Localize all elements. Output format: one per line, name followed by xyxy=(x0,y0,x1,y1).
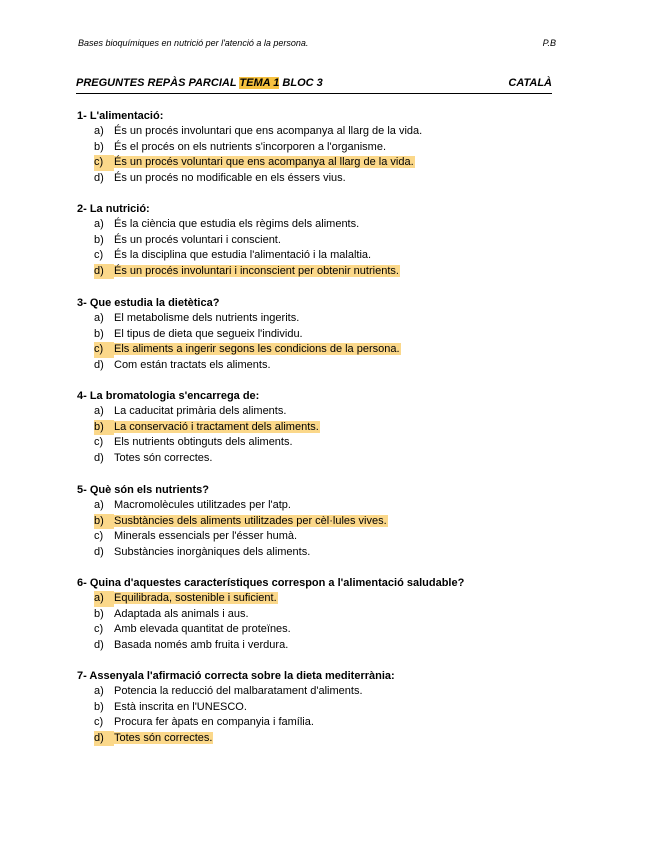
option-text: Basada només amb fruita i verdura. xyxy=(114,638,289,651)
option-letter: b) xyxy=(94,327,104,340)
answer-option xyxy=(77,715,557,731)
answer-option xyxy=(77,498,557,514)
option-letter: b) xyxy=(94,700,104,713)
option-text: Els aliments a ingerir segons les condicions de la persona. xyxy=(114,343,400,356)
header-initials: P.B xyxy=(542,38,556,48)
question-title: 5- Què són els nutrients? xyxy=(77,484,210,496)
option-text: Macromolècules utilitzades per l'atp. xyxy=(114,499,291,511)
option-text: Totes són correctes. xyxy=(114,731,213,744)
option-text: Adaptada als animals i aus. xyxy=(114,607,249,620)
question-7 xyxy=(77,668,557,746)
option-letter: d) xyxy=(94,638,104,651)
option-letter: a) xyxy=(94,591,114,607)
answer-option xyxy=(77,638,557,654)
option-letter: a) xyxy=(94,685,104,697)
option-text: El tipus de dieta que segueix l'individu. xyxy=(114,327,303,340)
answer-option xyxy=(77,233,557,249)
question-title: 7- Assenyala l'afirmació correcta sobre la dieta mediterrània: xyxy=(77,670,395,682)
answer-highlight xyxy=(114,592,278,604)
option-text: És un procés no modificable en els éssers vius. xyxy=(114,171,346,184)
option-text: Com están tractats els aliments. xyxy=(114,358,271,371)
option-text: Amb elevada quantitat de proteïnes. xyxy=(114,623,291,636)
question-4 xyxy=(77,388,557,466)
option-letter: a) xyxy=(94,405,104,417)
option-letter: b) xyxy=(94,514,114,530)
option-letter: d) xyxy=(94,545,104,558)
question-2 xyxy=(77,201,557,279)
option-text: Totes són correctes. xyxy=(114,451,213,464)
title-text: PREGUNTES REPÀS PARCIAL xyxy=(76,77,240,89)
answer-option xyxy=(77,248,557,264)
answer-option xyxy=(77,451,557,467)
answer-option xyxy=(77,404,557,420)
answer-highlight xyxy=(114,343,401,355)
option-letter: b) xyxy=(94,420,114,436)
option-letter: b) xyxy=(94,140,104,153)
option-text: Equilibrada, sostenible i suficient. xyxy=(114,592,277,604)
title-bloc: BLOC 3 xyxy=(279,77,323,89)
option-letter: c) xyxy=(94,342,114,358)
option-letter: c) xyxy=(94,249,104,262)
option-letter: b) xyxy=(94,607,104,620)
answer-option-correct xyxy=(77,591,557,607)
answer-option xyxy=(77,217,557,233)
question-6 xyxy=(77,575,557,653)
option-text: Substàncies inorgàniques dels aliments. xyxy=(114,545,311,558)
title-language: CATALÀ xyxy=(508,77,552,89)
answer-option xyxy=(77,124,557,140)
option-letter: a) xyxy=(94,218,104,230)
option-letter: d) xyxy=(94,731,114,747)
option-letter: b) xyxy=(94,233,104,246)
answer-option xyxy=(77,529,557,545)
option-letter: d) xyxy=(94,358,104,371)
answer-highlight xyxy=(114,156,415,168)
answer-option xyxy=(77,311,557,327)
answer-option xyxy=(77,327,557,343)
option-text: Potencia la reducció del malbaratament d'aliments. xyxy=(114,685,363,697)
option-text: Està inscrita en l'UNESCO. xyxy=(114,700,247,713)
option-text: La conservació i tractament dels aliments. xyxy=(114,420,319,433)
option-text: El metabolisme dels nutrients ingerits. xyxy=(114,312,300,324)
answer-option-correct xyxy=(77,731,557,747)
question-1 xyxy=(77,108,557,186)
answer-option xyxy=(77,358,557,374)
option-text: És un procés voluntari i conscient. xyxy=(114,233,281,246)
option-letter: c) xyxy=(94,530,104,543)
answer-option xyxy=(77,140,557,156)
answer-highlight xyxy=(114,265,400,277)
answer-option xyxy=(77,622,557,638)
option-text: Els nutrients obtinguts dels aliments. xyxy=(114,436,293,449)
option-text: És un procés involuntari i inconscient per obtenir nutrients. xyxy=(114,264,399,277)
answer-option-correct xyxy=(77,155,557,171)
answer-highlight xyxy=(114,421,320,433)
document-title xyxy=(76,77,552,94)
option-letter: d) xyxy=(94,451,104,464)
option-text: És el procés on els nutrients s'incorporen a l'organisme. xyxy=(114,140,387,153)
question-title: 2- La nutrició: xyxy=(77,203,150,215)
option-letter: a) xyxy=(94,125,104,137)
question-title: 1- L'alimentació: xyxy=(77,110,164,122)
answer-option xyxy=(77,607,557,623)
answer-highlight xyxy=(114,515,388,527)
option-text: Susbtàncies dels aliments utilitzades per cèl·lules vives. xyxy=(114,514,387,527)
option-letter: a) xyxy=(94,312,104,324)
option-letter: c) xyxy=(94,155,114,171)
question-title: 6- Quina d'aquestes característiques correspon a l'alimentació saludable? xyxy=(77,577,465,589)
option-letter: d) xyxy=(94,264,114,280)
answer-option-correct xyxy=(77,342,557,358)
option-letter: c) xyxy=(94,623,104,636)
option-text: Procura fer àpats en companyia i família. xyxy=(114,716,314,729)
header-course-title: Bases bioquímiques en nutrició per l'atenció a la persona. xyxy=(78,38,309,48)
option-text: És la disciplina que estudia l'alimentació i la malaltia. xyxy=(114,249,372,262)
option-letter: c) xyxy=(94,716,104,729)
option-letter: c) xyxy=(94,436,104,449)
title-highlight: TEMA 1 xyxy=(239,77,280,89)
question-title: 4- La bromatologia s'encarrega de: xyxy=(77,390,260,402)
option-text: Minerals essencials per l'ésser humà. xyxy=(114,530,298,543)
option-letter: d) xyxy=(94,171,104,184)
question-title: 3- Que estudia la dietètica? xyxy=(77,297,220,309)
answer-option xyxy=(77,545,557,561)
question-5 xyxy=(77,482,557,560)
question-3 xyxy=(77,295,557,373)
option-text: És la ciència que estudia els règims dels aliments. xyxy=(114,218,360,230)
answer-highlight xyxy=(114,732,213,744)
answer-option xyxy=(77,700,557,716)
answer-option xyxy=(77,171,557,187)
option-text: La caducitat primària dels aliments. xyxy=(114,405,287,417)
option-text: És un procés voluntari que ens acompanya al llarg de la vida. xyxy=(114,156,414,169)
option-text: És un procés involuntari que ens acompanya al llarg de la vida. xyxy=(114,125,423,137)
answer-option-correct xyxy=(77,420,557,436)
answer-option-correct xyxy=(77,514,557,530)
option-letter: a) xyxy=(94,499,104,511)
answer-option xyxy=(77,684,557,700)
answer-option-correct xyxy=(77,264,557,280)
answer-option xyxy=(77,435,557,451)
